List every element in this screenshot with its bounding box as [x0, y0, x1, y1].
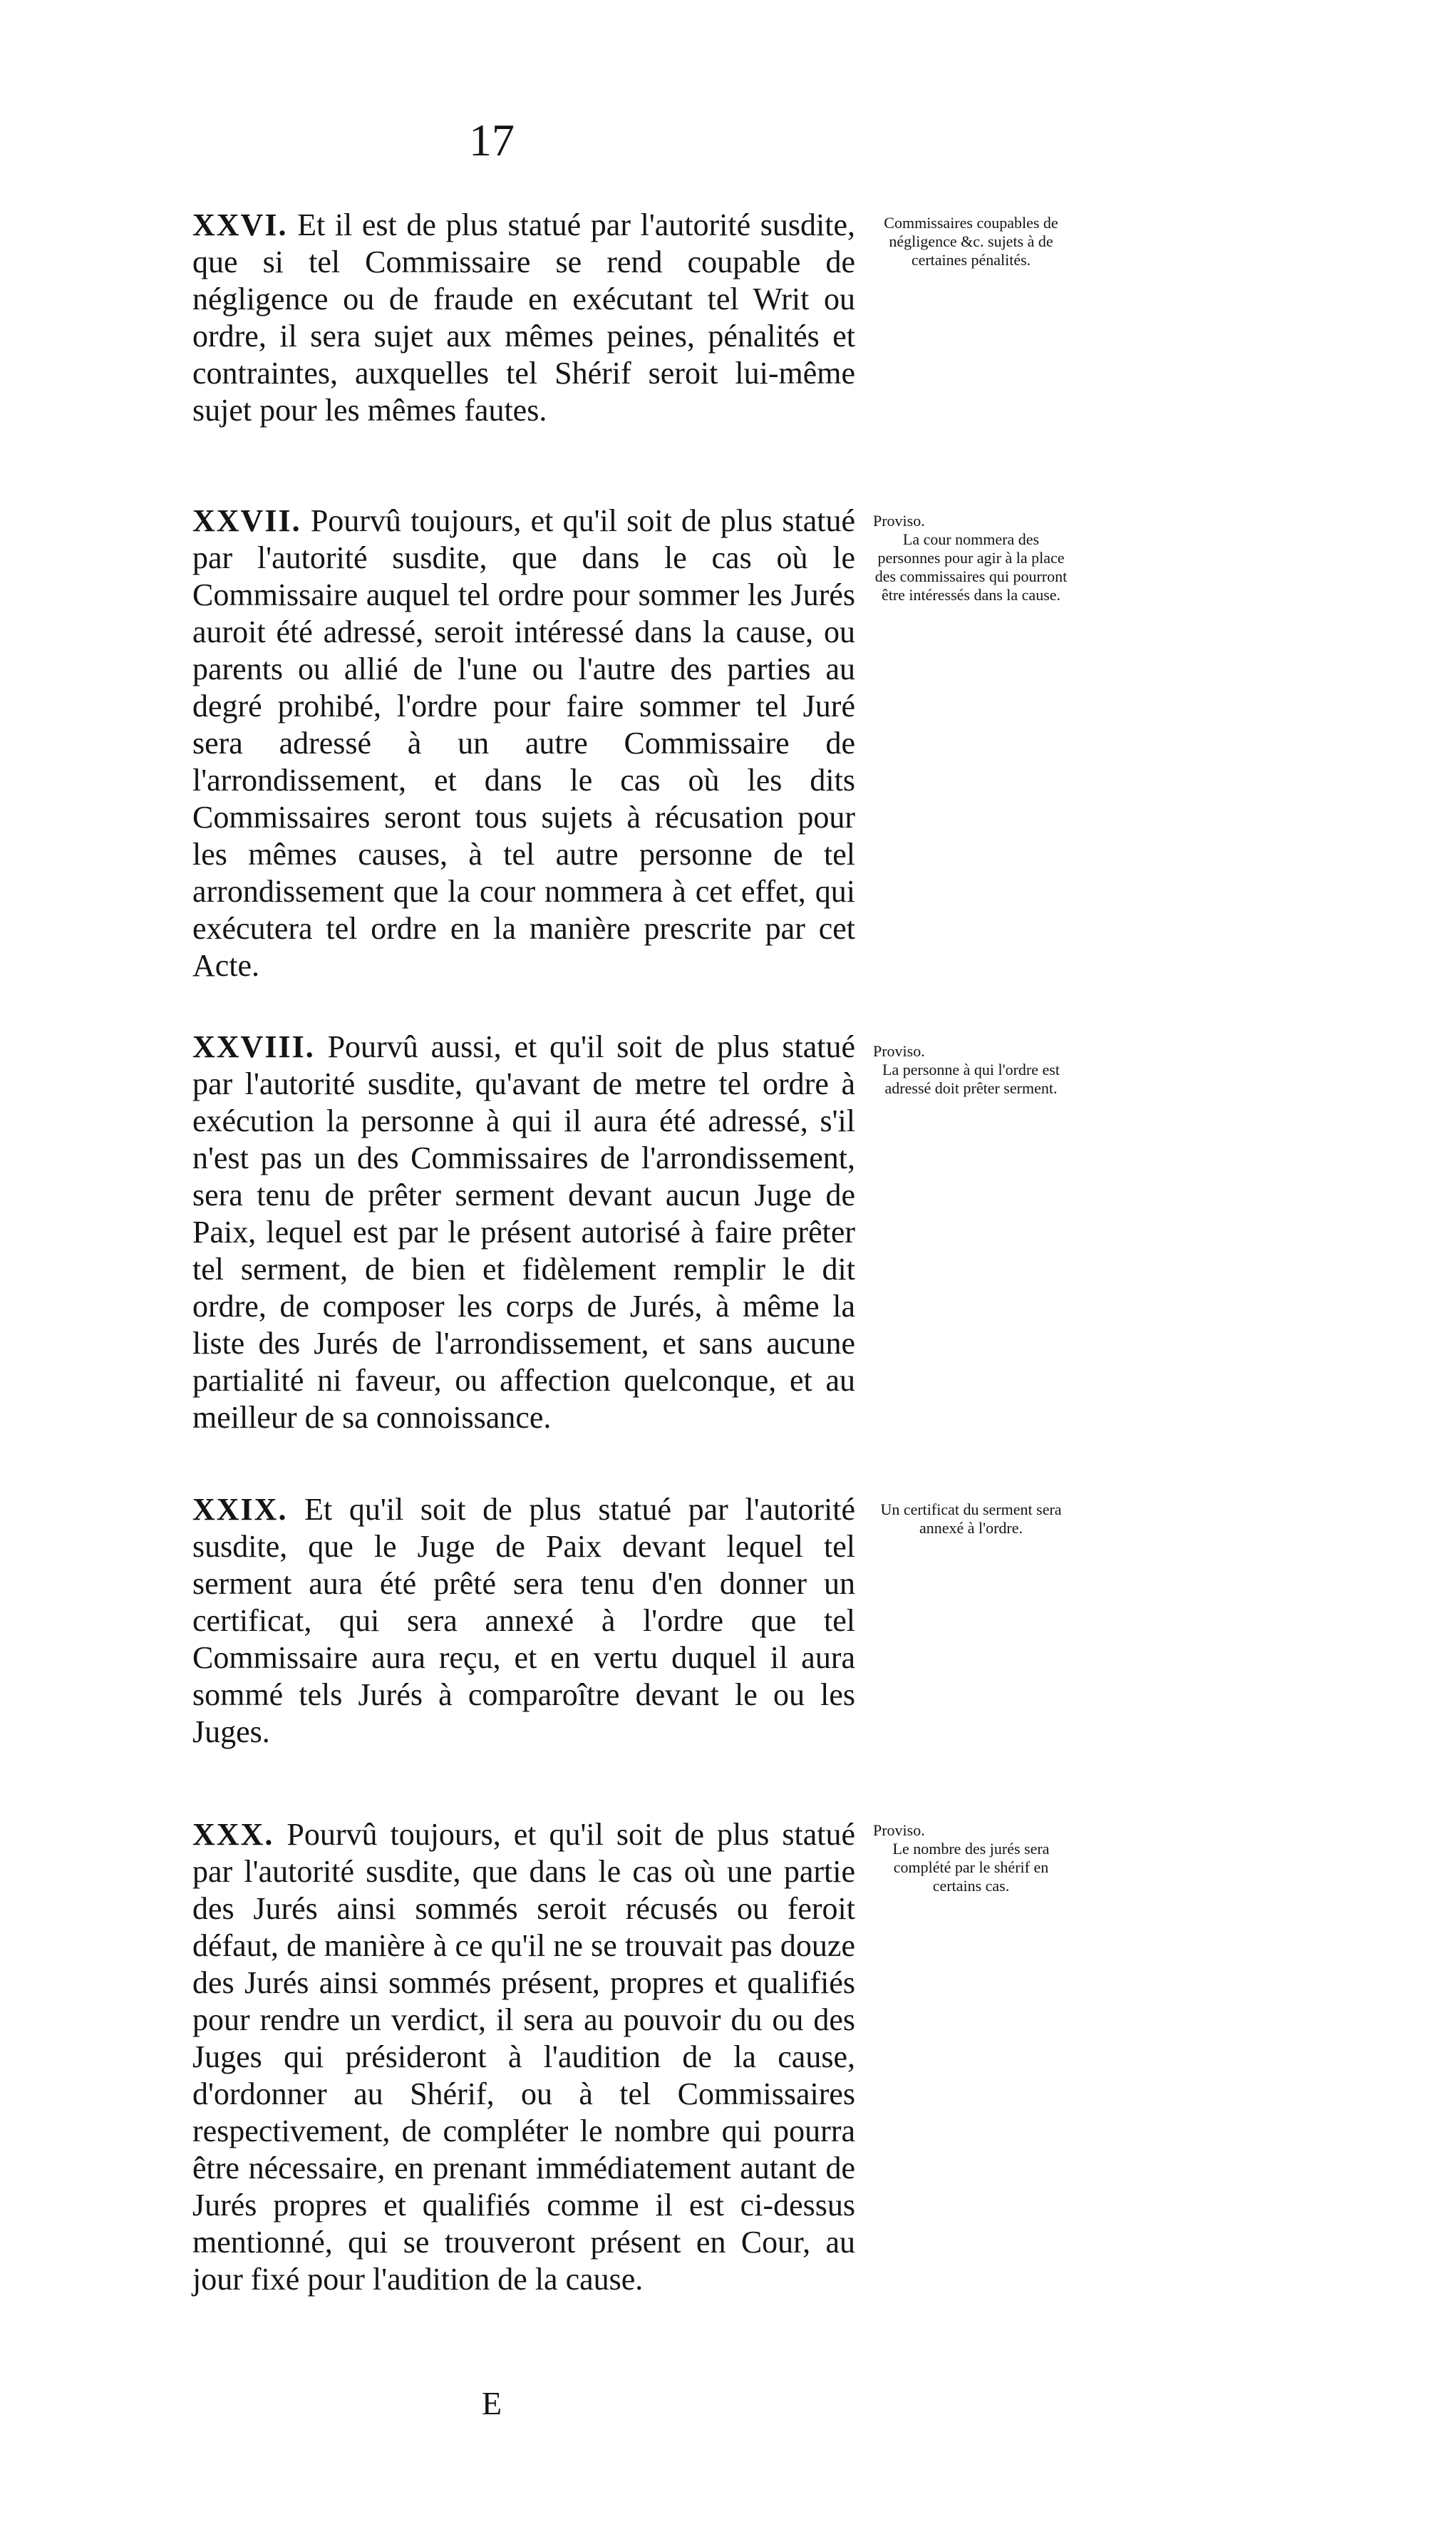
page-number: 17 — [469, 115, 515, 165]
marginal-note-head: Proviso. — [873, 512, 925, 530]
section-number: XXX. — [192, 1817, 274, 1852]
section-text: Pourvû toujours, et qu'il soit de plus statué par l'autorité susdite, que dans le cas où le Commissaire auquel tel ordre pour sommer les Jurés auroit été adressé, seroit intéressé dans la cause, ou parents ou allié de l'une ou l'autre des parties au degré prohibé, l'ordre pour faire sommer tel Juré sera adressé à un autre Commissaire de l'arrondissement, et dans le cas où les dits Commissaires seront tous sujets à récusation pour les mêmes causes, à tel autre personne de tel arrondissement que la cour nommera à cet effet, qui exécutera tel ordre en la manière prescrite par cet Acte. — [192, 503, 855, 983]
marginal-note-xxix — [873, 1500, 1069, 1538]
marginal-note-text: Un certificat du serment sera annexé à l'ordre. — [880, 1500, 1062, 1537]
section-number: XXVI. — [192, 207, 288, 242]
section-text: Et qu'il soit de plus statué par l'autorité susdite, que le Juge de Paix devant lequel tel serment aura été prêté sera tenu d'en donner un certificat, qui sera annexé à l'ordre que tel Commissaire aura reçu, et en vertu duquel il aura sommé tels Jurés à comparoître devant le ou les Juges. — [192, 1492, 856, 1749]
marginal-note-xxviii — [873, 1042, 1069, 1098]
marginal-note-text: Le nombre des jurés sera complété par le shérif en certains cas. — [892, 1840, 1050, 1895]
section-xxx — [192, 1816, 855, 2298]
section-xxvii — [192, 503, 855, 984]
section-xxvi — [192, 207, 855, 429]
section-xxix — [192, 1491, 855, 1751]
marginal-note-head: Proviso. — [873, 1042, 925, 1060]
marginal-note-xxx — [873, 1821, 1069, 1895]
marginal-note-xxvii — [873, 512, 1069, 604]
section-xxviii — [192, 1029, 855, 1436]
marginal-note-text: Commissaires coupables de négligence &c. sujets à de certaines pénalités. — [884, 214, 1058, 269]
section-number: XXVII. — [192, 503, 301, 538]
signature-mark: E — [481, 2385, 502, 2421]
section-number: XXIX. — [192, 1492, 288, 1527]
section-number: XXVIII. — [192, 1029, 315, 1064]
marginal-note-text: La cour nommera des personnes pour agir à la place des commissaires qui pourront être intéressés dans la cause. — [874, 530, 1068, 604]
section-text: Pourvû toujours, et qu'il soit de plus statué par l'autorité susdite, que dans le cas où une partie des Jurés ainsi sommés seroit récusés ou feroit défaut, de manière à ce qu'il ne se trouvait pas douze des Jurés ainsi sommés présent, propres et qualifiés pour rendre un verdict, il sera au pouvoir du ou des Juges qui présideront à l'audition de la cause, d'ordonner au Shérif, ou à tel Commissaires respectivement, de compléter le nombre qui pourra être nécessaire, en prenant immédiatement autant de Jurés propres et qualifiés comme il est ci-dessus mentionné, qui se trouveront présent en Cour, au jour fixé pour l'audition de la cause. — [192, 1817, 855, 2297]
marginal-note-text: La personne à qui l'ordre est adressé doit prêter serment. — [882, 1061, 1060, 1097]
marginal-note-head: Proviso. — [873, 1821, 925, 1839]
section-text: Pourvû aussi, et qu'il soit de plus statué par l'autorité susdite, qu'avant de metre tel ordre à exécution la personne à qui il aura été adressé, s'il n'est pas un des Commissaires de l'arrondissement, sera tenu de prêter serment devant aucun Juge de Paix, lequel est par le présent autorisé à faire prêter tel serment, de bien et fidèlement remplir le dit ordre, de composer les corps de Jurés, à même la liste des Jurés de l'arrondissement, et sans aucune partialité ni faveur, ou affection quelconque, et au meilleur de sa connoissance. — [192, 1029, 855, 1435]
marginal-note-xxvi — [873, 214, 1069, 269]
section-text: Et il est de plus statué par l'autorité susdite, que si tel Commissaire se rend coupable de négligence ou de fraude en exécutant tel Writ ou ordre, il sera sujet aux mêmes peines, pénalités et contraintes, auxquelles tel Shérif seroit lui-même sujet pour les mêmes fautes. — [192, 207, 856, 428]
